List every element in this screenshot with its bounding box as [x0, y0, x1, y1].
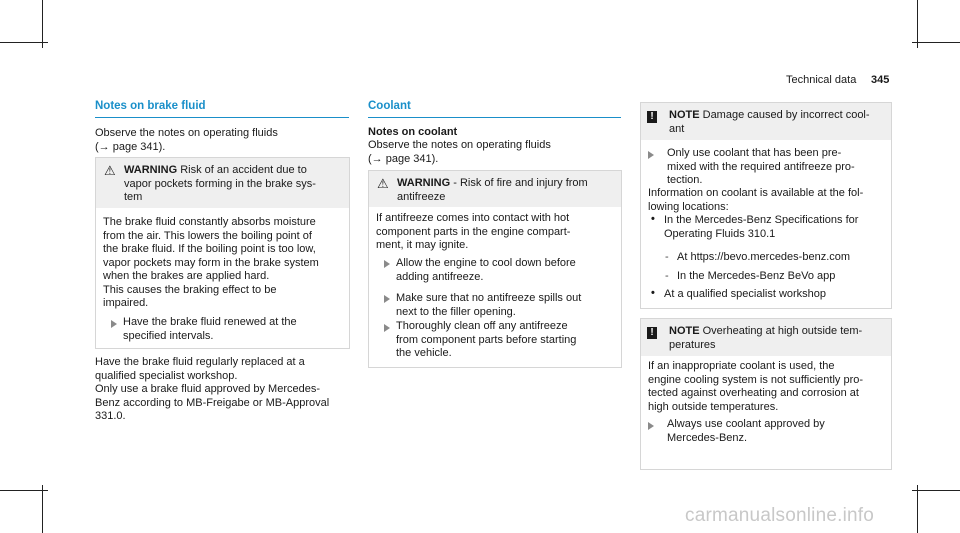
exclamation-icon: ! [647, 327, 657, 339]
warning-triangle-icon: ⚠ [104, 163, 116, 178]
warning-action: Allow the engine to cool down before adding antifreeze. [396, 257, 576, 283]
note-box [640, 102, 892, 309]
sub-item: At https://bevo.mercedes-benz.com [677, 251, 851, 263]
watermark: carmanualsonline.info [685, 505, 875, 526]
warning-triangle-icon: ⚠ [377, 176, 389, 191]
section-title: Coolant [368, 100, 411, 112]
sub-item-dash: - [665, 251, 669, 263]
action-arrow-icon [384, 260, 390, 268]
bullet: • [651, 213, 655, 225]
outro-text: Have the brake fluid regularly replaced at a qualified specialist workshop. Only use a brake fluid approved by Mercedes- Benz according to MB-Freigabe or MB-Approval 331.0. [95, 356, 330, 422]
note-head: NOTE Damage caused by incorrect cool- ant [669, 109, 870, 135]
exclamation-icon: ! [647, 111, 657, 123]
action-arrow-icon [648, 151, 654, 159]
note-body: If an inappropriate coolant is used, the engine cooling system is not sufficiently pro- tected against overheating and corrosion at high outside temperatures. [648, 360, 864, 413]
note-action: Only use coolant that has been pre- mixed with the required antifreeze pro- tection. [667, 147, 855, 186]
bullet-item: At a qualified specialist workshop [664, 288, 827, 300]
sub-item: In the Mercedes-Benz BeVo app [677, 270, 836, 282]
action-arrow-icon [648, 422, 654, 430]
bullet-item: In the Mercedes-Benz Specifications for Operating Fluids 310.1 [664, 214, 859, 240]
section-rule [95, 117, 349, 118]
action-arrow-icon [111, 320, 117, 328]
warning-action: Thoroughly clean off any antifreeze from component parts before starting the vehicle. [396, 320, 577, 359]
warning-head: WARNING - Risk of fire and injury from antifreeze [397, 177, 588, 203]
bullet: • [651, 287, 655, 299]
note-action: Always use coolant approved by Mercedes-Benz. [667, 418, 825, 444]
note-info: Information on coolant is available at the fol- lowing locations: [648, 187, 864, 213]
warning-box [368, 170, 622, 368]
intro-text: Observe the notes on operating fluids (→ page 341). [368, 139, 551, 165]
warning-body: If antifreeze comes into contact with hot component parts in the engine compart- ment, it may ignite. [376, 212, 571, 251]
running-header: Technical data [786, 74, 857, 86]
note-head: NOTE Overheating at high outside tem- peratures [669, 325, 863, 351]
sub-item-dash: - [665, 270, 669, 282]
warning-head: WARNING Risk of an accident due to vapor pockets forming in the brake sys- tem [124, 164, 316, 203]
warning-box [95, 157, 350, 349]
warning-action: Have the brake fluid renewed at the specified intervals. [123, 316, 297, 342]
intro-text: Observe the notes on operating fluids (→ page 341). [95, 127, 278, 153]
action-arrow-icon [384, 324, 390, 332]
warning-action: Make sure that no antifreeze spills out next to the filler opening. [396, 292, 582, 318]
subsection-title: Notes on coolant [368, 126, 458, 138]
note-box [640, 318, 892, 470]
warning-body: The brake fluid constantly absorbs moisture from the air. This lowers the boiling point of the brake fluid. If the boiling point is too low, vapor pockets may form in the brake system when the brakes are applied hard. This causes the braking effect to be impaired. [103, 216, 319, 309]
section-rule [368, 117, 621, 118]
action-arrow-icon [384, 295, 390, 303]
section-title: Notes on brake fluid [95, 100, 206, 112]
page-number: 345 [871, 74, 890, 86]
